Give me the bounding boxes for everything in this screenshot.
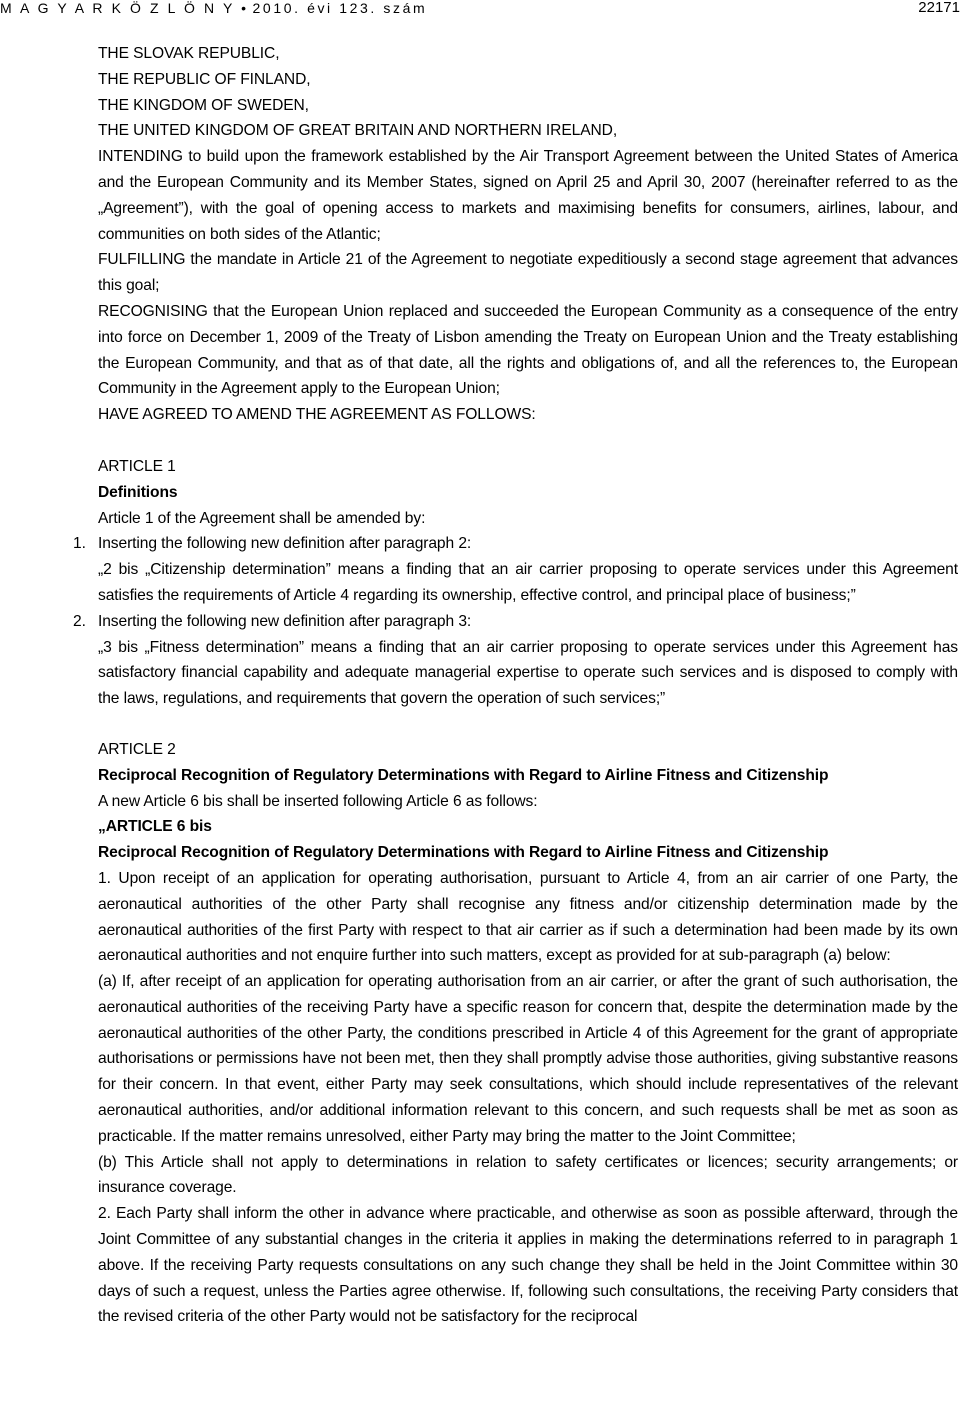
item-number: 1. — [73, 535, 86, 553]
journal-name: M A G Y A R K Ö Z L Ö N Y — [0, 0, 235, 16]
running-head — [0, 0, 427, 16]
agreed-clause: HAVE AGREED TO AMEND THE AGREEMENT AS FOLLOWS: — [98, 406, 536, 424]
intending-clause: INTENDING to build upon the framework established by the Air Transport Agreement between the United States of America and the European Community and its Member States, signed on April 25 and April 30, 2007 (hereinafter referred to as the „Agreement”), with the goal of opening access to markets and maximising benefits for consumers, airlines, labour, and communities on both sides of the Atlantic; — [98, 148, 958, 243]
article-6bis-title: Reciprocal Recognition of Regulatory Determinations with Regard to Airline Fitness and Citizenship — [98, 844, 829, 862]
article-2-intro: A new Article 6 bis shall be inserted following Article 6 as follows: — [98, 792, 538, 810]
list-item — [73, 531, 958, 557]
page-number: 22171 — [918, 0, 960, 16]
bullet-separator: • — [241, 0, 247, 16]
article-6bis-heading: „ARTICLE 6 bis — [98, 818, 212, 836]
party-line: THE KINGDOM OF SWEDEN, — [98, 96, 309, 114]
paragraph-1: 1. Upon receipt of an application for operating authorisation, pursuant to Article 4, from an air carrier of one Party, the aeronautical authorities of the other Party shall recognise any fitness and/or citizenship determination made by the aeronautical authorities of the first Party with respect to that air carrier as if such a determination had been made by its own aeronautical authorities and not enquire further into such matters, except as provided for at sub-paragraph (a) below: — [98, 869, 958, 965]
party-line: THE UNITED KINGDOM OF GREAT BRITAIN AND NORTHERN IRELAND, — [98, 122, 618, 140]
item-text: Inserting the following new definition after paragraph 2: — [98, 535, 472, 553]
issue-label: 2010. évi 123. szám — [252, 0, 428, 16]
article-1-title: Definitions — [98, 483, 178, 501]
page-header — [0, 0, 960, 28]
paragraph-1a: (a) If, after receipt of an application for operating authorisation from an air carrier, or after the grant of such authorisation, the aeronautical authorities of the receiving Party have a specific reason for concern that, despite the determination made by the aeronautical authorities of the other Party, the conditions prescribed in Article 4 of this Agreement for the grant of appropriate authorisations or permissions have not been met, then they shall promptly advise those authorities, giving substantive reasons for their concern. In that event, either Party may seek consultations, which should include representatives of the relevant aeronautical authorities, and/or additional information relevant to this concern, and such requests shall be met as soon as practicable. If the matter remains unresolved, either Party may bring the matter to the Joint Committee; — [98, 973, 958, 1145]
item-text: Inserting the following new definition after paragraph 3: — [98, 612, 472, 630]
recognising-clause: RECOGNISING that the European Union replaced and succeeded the European Community as a consequence of the entry into force on December 1, 2009 of the Treaty of Lisbon amending the Treaty on European Union and the Treaty establishing the European Community, and that as of that date, all the rights and obligations of, and all the references to, the European Community in the Agreement apply to the European Union; — [98, 302, 958, 398]
definition-citizenship: „2 bis „Citizenship determination” means a finding that an air carrier proposing to operate services under this Agreement satisfies the requirements of Article 4 regarding its ownership, effective control, and principal place of business;” — [98, 561, 958, 604]
section-gap — [98, 712, 958, 737]
party-line: THE SLOVAK REPUBLIC, — [98, 45, 280, 62]
item-number: 2. — [73, 612, 86, 630]
section-gap — [98, 428, 958, 454]
fulfilling-clause: FULFILLING the mandate in Article 21 of the Agreement to negotiate expeditiously a second stage agreement that advances this goal; — [98, 251, 958, 295]
article-2-heading: ARTICLE 2 — [98, 740, 176, 758]
list-item — [73, 609, 958, 635]
paragraph-1b: (b) This Article shall not apply to determinations in relation to safety certificates or licences; security arrangements; or insurance coverage. — [98, 1153, 958, 1197]
definition-fitness: „3 bis „Fitness determination” means a finding that an air carrier proposing to operate services under this Agreement has satisfactory financial capability and adequate managerial expertise to operate such services and is disposed to comply with the laws, regulations, and requirements that govern the operation of such services;” — [98, 638, 958, 708]
article-1-intro: Article 1 of the Agreement shall be amended by: — [98, 509, 426, 527]
paragraph-2: 2. Each Party shall inform the other in advance where practicable, and otherwise as soon as possible afterward, through the Joint Committee of any substantial changes in the criteria it applies in making the determinations referred to in paragraph 1 above. If the receiving Party requests consultations on any such change they shall be held in the Joint Committee within 30 days of such a request, unless the Parties agree otherwise. If, following such consultations, the receiving Party considers that the revised criteria of the other Party would not be satisfactory for the reciprocal — [98, 1205, 958, 1326]
document-body — [73, 41, 958, 1330]
article-1-heading: ARTICLE 1 — [98, 457, 176, 475]
party-line: THE REPUBLIC OF FINLAND, — [98, 70, 311, 88]
article-2-title: Reciprocal Recognition of Regulatory Determinations with Regard to Airline Fitness and Citizenship — [98, 766, 829, 784]
